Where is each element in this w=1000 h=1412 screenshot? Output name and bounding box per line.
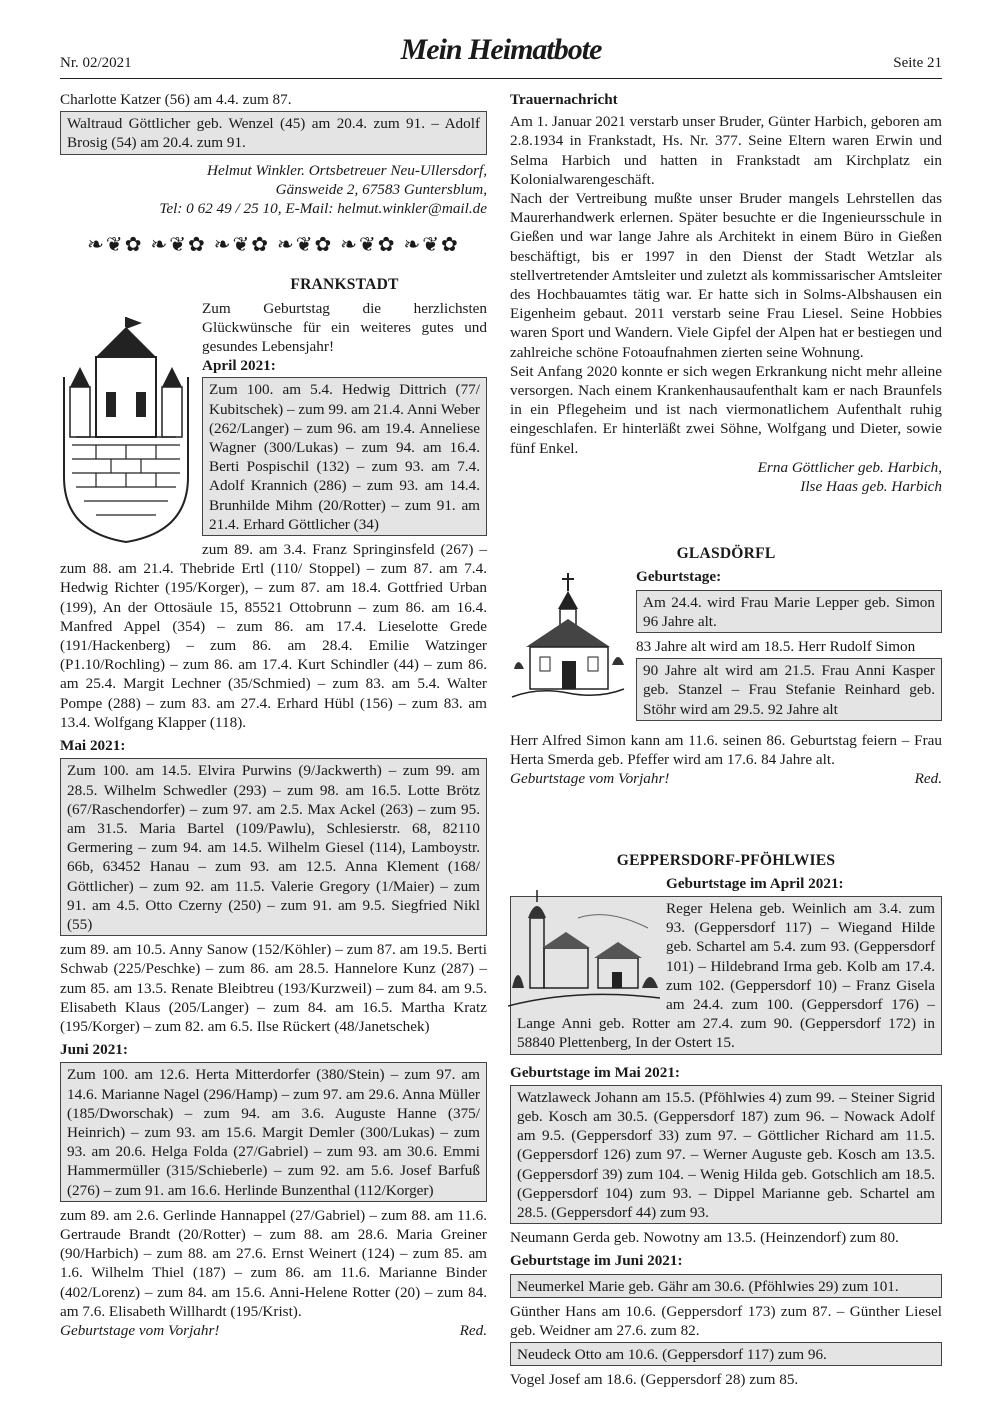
- signature-line: Gänsweide 2, 67583 Guntersblum,: [275, 180, 487, 198]
- frankstadt-april-box: [202, 377, 487, 536]
- frankstadt-april-label: April 2021:: [202, 357, 276, 375]
- trauer-signature-line: Erna Göttlicher geb. Harbich,: [757, 458, 942, 476]
- trauer-paragraph-3: Seit Anfang 2020 konnte er sich wegen Erkrankung nicht mehr alleine versorgen. Nach einem Krankenhausaufenthalt kam er nach Braunfels in ein Pflegeheim und ist nach viermonatlichem Aufenthalt ruhig eingeschlafen. Er hinterläßt zwei Söhne, Wolfgang und Dieter, sowie fünf Enkel.: [510, 362, 942, 457]
- trauer-title: Trauernachricht: [510, 91, 618, 108]
- village-church-icon: [508, 888, 660, 1008]
- page-number: Seite 21: [893, 55, 942, 71]
- frankstadt-mai-box-text: Zum 100. am 14.5. Elvira Purwins (9/Jackwerth) – zum 99. am 28.5. Wilhelm Schwedler (293) – zum 98. am 16.5. Lotte Brötz (67/Raschendorfer) – zum 97. am 2.5. Max Ackel (263) – zum 95. am 31.5. Maria Bartel (109/Pawlu), Schlesierstr. 68, 82110 Germering – zum 94. am 14.5. Wilhelm Giesel (114), Lamboystr. 66b, 63452 Hanau – zum 93. am 12.5. Anna Klement (168/ Göttlicher) – zum 92. am 11.5. Valerie Gregory (1/Maier) – zum 91. am 4.5. Otto Czerny (250) – zum 91. am 9.5. Siegfried Nikl (55): [67, 762, 480, 933]
- geppersdorf-mai-text: Neumann Gerda geb. Nowotny am 13.5. (Heinzendorf) zum 80.: [510, 1229, 899, 1247]
- glasdoerfl-footer: [510, 769, 942, 788]
- geppersdorf-section: [510, 851, 942, 1390]
- frankstadt-april-box-text: Zum 100. am 5.4. Hedwig Dittrich (77/ Kubitschek) – zum 99. am 21.4. Anni Weber (262/Langer) – zum 96. am 19.4. Anneliese Wagner (300/Lukas) – zum 94. am 16.4. Berti Pospischil (132) – zum 93. am 7.4. Adolf Krannich (286) – zum 93. am 14.4. Brunhilde Mihm (20/Rotter) – zum 91. am 21.4. Erhard Göttlicher (34): [209, 381, 480, 533]
- signature-line: Tel: 0 62 49 / 25 10, E-Mail: helmut.winkler@mail.de: [159, 200, 487, 218]
- geppersdorf-juni-box-1: [510, 1274, 942, 1298]
- frankstadt-title: FRANKSTADT: [290, 276, 399, 294]
- glasdoerfl-section: [510, 544, 942, 788]
- frankstadt-footer: [60, 1321, 487, 1340]
- trauer-paragraph-1: Am 1. Januar 2021 verstarb unser Bruder, Günter Harbich, geboren am 2.8.1934 in Frankstadt, Hs. Nr. 377. Seine Eltern waren Erwin und Selma Harbich und hatten in Frankstadt am Kirchplatz ein Kolonialwarengeschäft.: [510, 113, 942, 188]
- glasdoerfl-box-1: [636, 590, 942, 633]
- geppersdorf-juni-box-2: [510, 1342, 942, 1366]
- ortsbetreuer-signature: [60, 161, 487, 219]
- frankstadt-juni-text: zum 89. am 2.6. Gerlinde Hannappel (27/Gabriel) – zum 88. am 11.6. Gertraude Brandt (20/Rotter) – zum 88. am 28.6. Maria Greiner (90/Harbich) – zum 88. am 27.6. Ernst Weinert (124) – zum 85. am 1.6. Wilhelm Thiel (187) – zum 86. am 11.6. Marianne Binder (402/Lorenz) – zum 84. am 15.6. Anni-Helene Rotter (20) – zum 84. am 7.6. Elisabeth Willhardt (195/Krist).: [60, 1206, 487, 1320]
- glasdoerfl-line: 83 Jahre alt wird am 18.5. Herr Rudolf Simon: [636, 638, 916, 656]
- geppersdorf-title: GEPPERSDORF-PFÖHLWIES: [616, 851, 836, 869]
- glasdoerfl-box-2-text: 90 Jahre alt wird am 21.5. Frau Anni Kasper geb. Stanzel – Frau Stefanie Reinhard geb. Stöhr wird am 29.5. 92 Jahre alt: [643, 662, 935, 718]
- glasdoerfl-text: Herr Alfred Simon kann am 11.6. seinen 86. Geburtstag feiern – Frau Herta Smerda geb. Pfeffer wird am 17.6. 84 Jahre alt.: [510, 731, 942, 769]
- geppersdorf-juni-box-2-text: Neudeck Otto am 10.6. (Geppersdorf 117) zum 96.: [517, 1346, 827, 1364]
- geppersdorf-mai-box-text: Watzlaweck Johann am 15.5. (Pföhlwies 4) zum 99. – Steiner Sigrid geb. Kosch am 30.5. (Geppersdorf 187) zum 96. – Nowack Adolf am 9.5. (Geppersdorf 33) zum 97. – Göttlicher Richard am 11.5. (Geppersdorf 126) zum 97. – Werner Auguste geb. Kosch am 13.5. (Geppersdorf 39) zum 104. – Wenig Hilda geb. Gotschlich am 18.5. (Geppersdorf 104) zum 93. – Dippel Marianne geb. Schartel am 28.5. (Geppersdorf 44) zum 93.: [517, 1088, 935, 1221]
- glasdoerfl-label: Geburtstage:: [636, 568, 722, 586]
- frankstadt-juni-box: [60, 1062, 487, 1201]
- geppersdorf-april-box-text: Reger Helena geb. Weinlich am 3.4. zum 93. (Geppersdorf 117) – Wiegand Hilde geb. Schartel am 5.4. zum 93. (Geppersdorf 101) – Hildebrand Irma geb. Kolb am 17.4. zum 102. (Geppersdorf 10) – Franz Gisela am 24.4. zum 100. (Geppersdorf 176) – Lange Anni geb. Rotter am 27.4. zum 90. (Geppersdorf 172) in 58840 Plettenberg, In der Ostert 15.: [517, 899, 935, 1052]
- glasdoerfl-box-1-text: Am 24.4. wird Frau Marie Lepper geb. Simon 96 Jahre alt.: [643, 593, 935, 630]
- frankstadt-mai-label: Mai 2021:: [60, 737, 126, 755]
- glasdoerfl-box-2: [636, 658, 942, 721]
- footer-note: Geburtstage vom Vorjahr!: [510, 770, 670, 788]
- frankstadt-coat-of-arms-icon: [56, 317, 196, 547]
- frankstadt-juni-box-text: Zum 100. am 12.6. Herta Mitterdorfer (380/Stein) – zum 97. am 14.6. Marianne Nagel (296/Hamp) – zum 97. am 29.6. Anna Müller (185/Dworschak) – zum 94. am 3.6. Auguste Hanne (375/ Heinrich) – zum 93. am 15.6. Margit Demler (300/Lukas) – zum 93. am 20.6. Helga Folda (27/Gabriel) – zum 93. am 30.6. Emmi Hammermüller (315/Schieberle) – zum 92. am 5.6. Josef Barfuß (276) – zum 91. am 16.6. Herlinde Bunzenthal (112/Korger): [67, 1066, 480, 1199]
- signature-line: Helmut Winkler. Ortsbetreuer Neu-Ullersdorf,: [207, 161, 487, 179]
- trauer-paragraph-2: Nach der Vertreibung mußte unser Bruder mangels Lehrstellen das Maurerhandwerk erlernen. Später besuchte er die Ingenieursschule in Gießen und war lange Jahre als Architekt in einem Büro in Gießen beschäftigt, bis er 1997 in den Dienst der Stadt Wetzlar als stellvertretender Amtsleiter und zuletzt als kommissarischer Amtsleiter des Hochbauamtes tätig war. Er hatte sich in Solms-Albshausen ein Eigenheim gebaut. 2011 verstarb seine Frau Liesel. Seine Hobbies waren Sport und Wandern. Viele Gipfel der Alpen hat er bestiegen und zahlreiche schöne Fotoaufnahmen zierten seine Wohnung.: [510, 190, 942, 361]
- right-column: [510, 90, 942, 1390]
- left-column: [60, 90, 487, 1340]
- ornament-divider: ❧❦✿ ❧❦✿ ❧❦✿ ❧❦✿ ❧❦✿ ❧❦✿: [87, 234, 460, 257]
- trauer-signature-line: Ilse Haas geb. Harbich: [800, 478, 942, 496]
- frankstadt-section: [60, 275, 487, 1340]
- frankstadt-mai-box: [60, 758, 487, 936]
- trauer-signature: [510, 458, 942, 496]
- geppersdorf-juni-box-1-text: Neumerkel Marie geb. Gähr am 30.6. (Pföhlwies 29) zum 101.: [517, 1277, 899, 1295]
- frankstadt-april-text: zum 89. am 3.4. Franz Springinsfeld (267) – zum 88. am 21.4. Thebride Ertl (110/ Stoppel) – zum 87. am 7.4. Hedwig Richter (195/Korger), – zum 87. am 18.4. Gottfried Urban (199), An der Ottosäule 15, 85521 Ottobrunn – zum 86. am 16.4. Manfred Appel (354) – zum 86. am 17.4. Lieselotte Grede (191/Hackenberg) – zum 86. am 28.4. Emilie Watzinger (P1.10/Rochling) – zum 86. am 17.4. Kurt Schindler (44) – zum 86. am 25.4. Margit Lechner (35/Schmied) – zum 83. am 5.4. Walter Pompe (288) – zum 83. am 27.4. Erhard Hübl (156) – zum 83. am 13.4. Wolfgang Klapper (118).: [60, 541, 487, 731]
- footer-red: Red.: [914, 770, 942, 788]
- frankstadt-intro: Zum Geburtstag die herzlichsten Glückwünsche für ein weiteres gutes und gesundes Lebensjahr!: [202, 299, 487, 356]
- goettlicher-box: [60, 111, 487, 154]
- geppersdorf-april-label: Geburtstage im April 2021:: [666, 874, 844, 892]
- footer-red: Red.: [459, 1321, 487, 1339]
- geppersdorf-mai-label: Geburtstage im Mai 2021:: [510, 1063, 680, 1081]
- frankstadt-juni-label: Juni 2021:: [60, 1041, 128, 1059]
- chapel-icon: [508, 569, 628, 704]
- geppersdorf-juni-text-1: Günther Hans am 10.6. (Geppersdorf 173) zum 87. – Günther Liesel geb. Weidner am 27.6. zum 82.: [510, 1302, 942, 1339]
- issue-number: Nr. 02/2021: [60, 55, 132, 71]
- masthead-title: Mein Heimatbote: [400, 33, 602, 66]
- geppersdorf-mai-box: [510, 1085, 942, 1224]
- page-header: [60, 33, 942, 79]
- geppersdorf-juni-label: Geburtstage im Juni 2021:: [510, 1252, 683, 1270]
- katzer-entry: Charlotte Katzer (56) am 4.4. zum 87.: [60, 91, 292, 108]
- geppersdorf-juni-text-2: Vogel Josef am 18.6. (Geppersdorf 28) zum 85.: [510, 1371, 799, 1389]
- goettlicher-text: Waltraud Göttlicher geb. Wenzel (45) am 20.4. zum 91. – Adolf Brosig (54) am 20.4. zum 91.: [67, 115, 480, 152]
- footer-note: Geburtstage vom Vorjahr!: [60, 1321, 220, 1339]
- frankstadt-mai-text: zum 89. am 10.5. Anny Sanow (152/Köhler) – zum 87. am 19.5. Berti Schwab (225/Peschke) – zum 86. am 28.5. Hannelore Kunz (287) – zum 85. am 13.5. Renate Bleibtreu (193/Kurzweil) – zum 84. am 9.5. Elisabeth Klaus (205/Langer) – zum 84. am 16.5. Martha Kratz (195/Korger) – zum 82. am 6.5. Ilse Rückert (48/Janetschek): [60, 941, 487, 1035]
- glasdoerfl-title: GLASDÖRFL: [676, 545, 776, 563]
